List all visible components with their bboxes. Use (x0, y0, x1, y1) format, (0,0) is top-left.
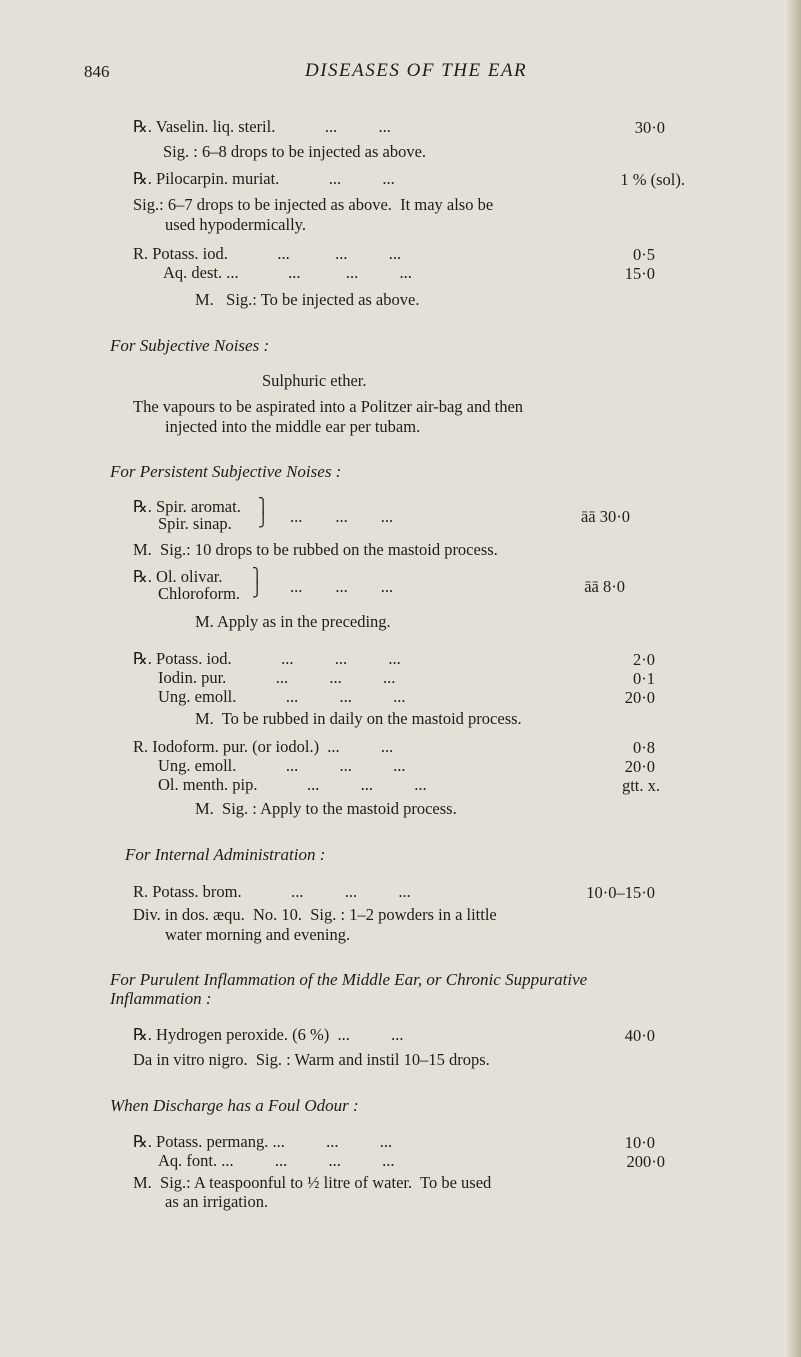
rx-quantity: 0·1 (633, 669, 655, 688)
rx-line: ℞. Hydrogen peroxide. (6 %) ... ... (133, 1025, 404, 1044)
page-edge (787, 0, 801, 1357)
rx-line: The vapours to be aspirated into a Politzer air-bag and then (133, 397, 524, 416)
rx-line: Ol. menth. pip. ... ... ... (158, 775, 427, 794)
rx-line: ℞. Potass. iod. ... ... ... (133, 649, 401, 668)
rx-line: M. Apply as in the preceding. (195, 612, 391, 631)
section-heading: For Persistent Subjective Noises : (110, 462, 342, 481)
section-heading: Inflammation : (110, 989, 212, 1008)
rx-line: Aq. dest. ... ... ... ... (163, 263, 412, 282)
rx-quantity: 20·0 (624, 688, 655, 707)
rx-line: Ung. emoll. ... ... ... (158, 756, 406, 775)
section-heading: For Purulent Inflammation of the Middle Ear, or Chronic Suppurative (110, 970, 588, 989)
section-heading: For Subjective Noises : (110, 336, 270, 355)
rx-line: as an irrigation. (165, 1192, 269, 1211)
rx-line: Ung. emoll. ... ... ... (158, 687, 406, 706)
brace-mark: ⎫ ⎭ (252, 569, 263, 598)
rx-quantity: 40·0 (624, 1026, 655, 1045)
rx-line: Sig.: 6–7 drops to be injected as above. It may also be (133, 195, 494, 214)
rx-line: Sig. : 6–8 drops to be injected as above. (163, 142, 427, 161)
rx-line: ℞. Potass. permang. ... ... ... (133, 1132, 393, 1151)
rx-line: used hypodermically. (165, 215, 306, 234)
rx-line: M. Sig. : Apply to the mastoid process. (195, 799, 457, 818)
rx-dots: ... ... ... (290, 507, 394, 526)
rx-line: Div. in dos. æqu. No. 10. Sig. : 1–2 powders in a little (133, 905, 497, 924)
rx-quantity: āā 8·0 (584, 577, 625, 596)
rx-line: M. Sig.: To be injected as above. (195, 290, 420, 309)
section-heading: When Discharge has a Foul Odour : (110, 1096, 359, 1115)
rx-quantity: 20·0 (624, 757, 655, 776)
rx-line: M. Sig.: A teaspoonful to ½ litre of water. To be used (133, 1173, 492, 1192)
rx-line: M. To be rubbed in daily on the mastoid process. (195, 709, 522, 728)
rx-line: ℞. Pilocarpin. muriat. ... ... (133, 169, 395, 188)
rx-line: Chloroform. (158, 584, 241, 603)
rx-line: R. Potass. iod. ... ... ... (133, 244, 402, 263)
rx-quantity: 0·5 (633, 245, 655, 264)
rx-line: ℞. Spir. aromat. (133, 497, 241, 516)
page-number: 846 (84, 62, 110, 81)
rx-line: Iodin. pur. ... ... ... (158, 668, 396, 687)
section-heading: For Internal Administration : (125, 845, 326, 864)
rx-line: R. Iodoform. pur. (or iodol.) ... ... (133, 737, 394, 756)
rx-line: Spir. sinap. (158, 514, 232, 533)
rx-line: ℞. Ol. olivar. (133, 567, 223, 586)
rx-line: injected into the middle ear per tubam. (165, 417, 421, 436)
rx-quantity: 2·0 (633, 650, 655, 669)
rx-line: Aq. font. ... ... ... ... (158, 1151, 395, 1170)
rx-line: Da in vitro nigro. Sig. : Warm and instil 10–15 drops. (133, 1050, 490, 1069)
rx-quantity: 10·0 (624, 1133, 655, 1152)
rx-quantity: 10·0–15·0 (586, 883, 655, 902)
rx-quantity: gtt. x. (621, 776, 660, 795)
running-head: DISEASES OF THE EAR (305, 60, 528, 81)
rx-line: R. Potass. brom. ... ... ... (133, 882, 411, 901)
brace-mark: ⎫ ⎭ (258, 499, 269, 528)
rx-dots: ... ... ... (290, 577, 394, 596)
rx-quantity: 1 % (sol). (620, 170, 685, 189)
rx-line: water morning and evening. (165, 925, 351, 944)
rx-quantity: 0·8 (633, 738, 655, 757)
rx-quantity: 30·0 (634, 118, 665, 137)
rx-quantity: 200·0 (626, 1152, 665, 1171)
rx-line: M. Sig.: 10 drops to be rubbed on the mastoid process. (133, 540, 498, 559)
rx-quantity: 15·0 (624, 264, 655, 283)
rx-line: ℞. Vaselin. liq. steril. ... ... (133, 117, 391, 136)
rx-line: Sulphuric ether. (262, 371, 367, 390)
rx-quantity: āā 30·0 (580, 507, 630, 526)
